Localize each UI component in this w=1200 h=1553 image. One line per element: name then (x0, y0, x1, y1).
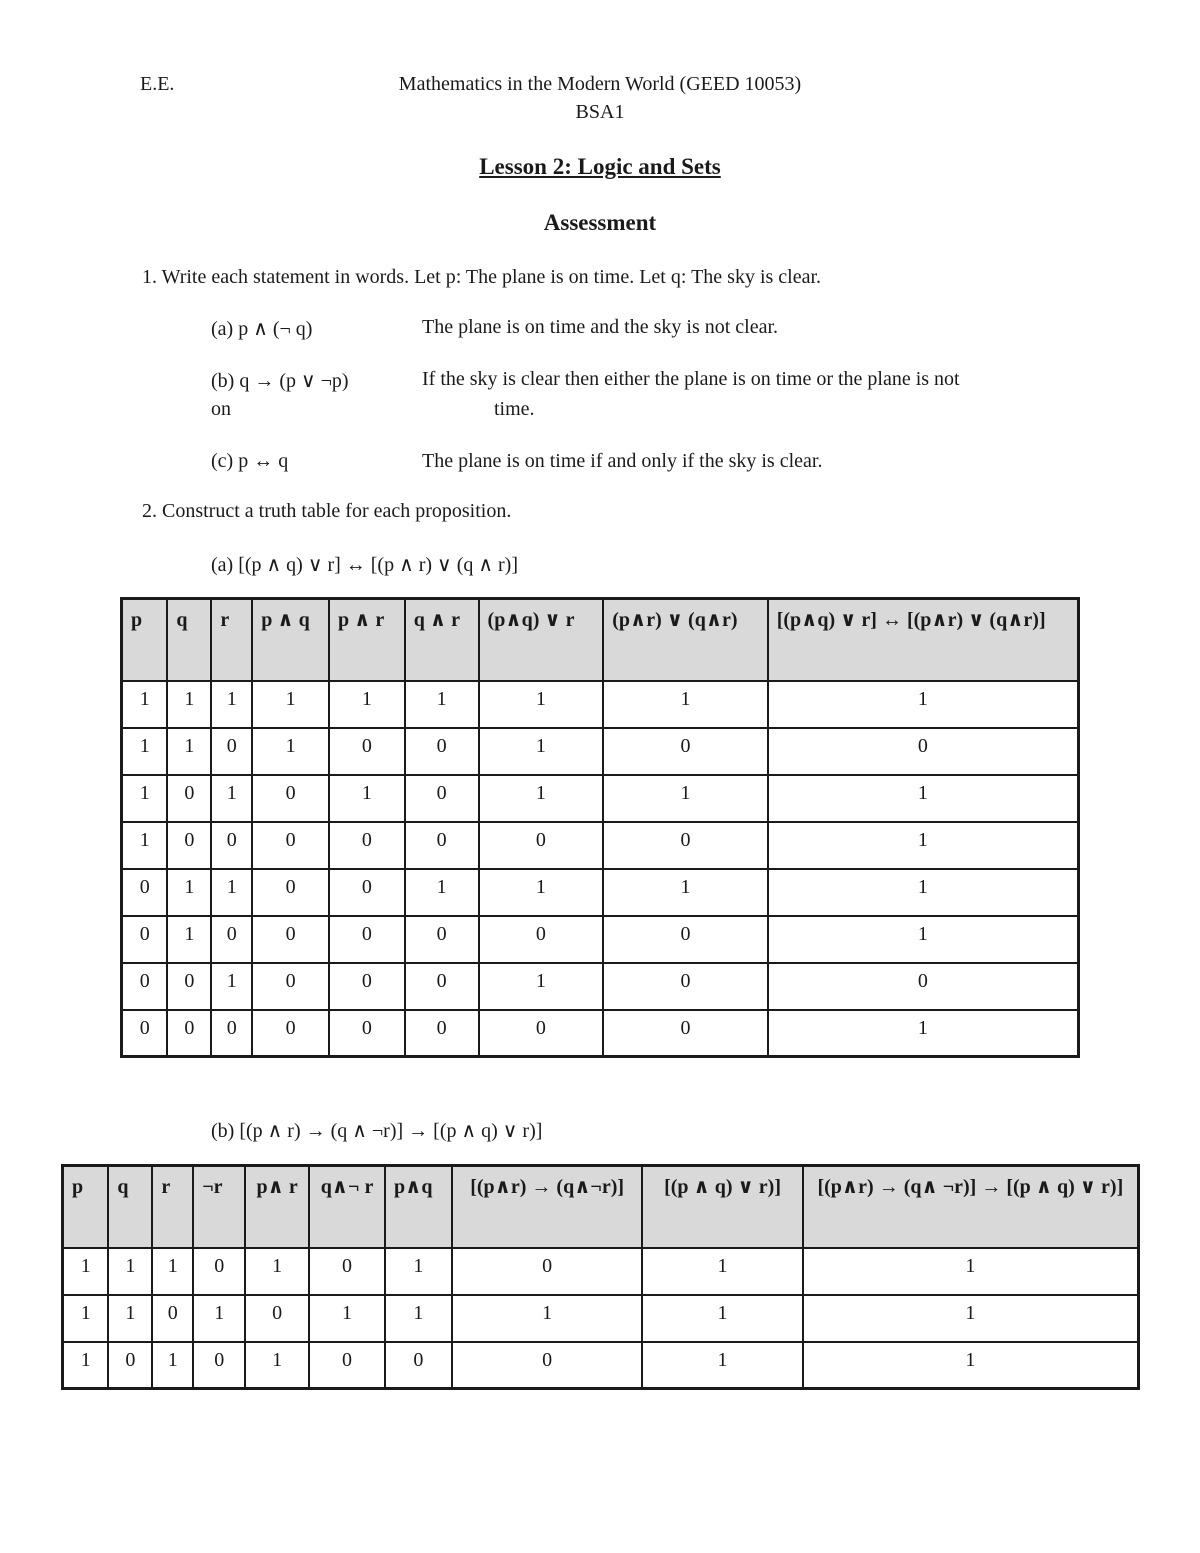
table-a-cell: 1 (122, 681, 168, 728)
table-b-header: p∧q (385, 1166, 452, 1248)
table-a-cell: 0 (603, 822, 767, 869)
table-a-header: p ∧ r (329, 599, 405, 681)
table-a-cell: 1 (329, 775, 405, 822)
table-a-cell: 1 (768, 916, 1079, 963)
table-b-cell: 0 (193, 1342, 245, 1389)
table-a-cell: 1 (768, 822, 1079, 869)
table-a-cell: 0 (479, 1010, 604, 1057)
author-initials: E.E. (140, 73, 175, 95)
table-a-cell: 0 (167, 775, 211, 822)
table-b-cell: 1 (63, 1342, 109, 1389)
table-a-cell: 1 (252, 728, 329, 775)
table-b-cell: 1 (803, 1248, 1139, 1295)
table-a-cell: 1 (211, 963, 252, 1010)
table-b-cell: 1 (642, 1295, 802, 1342)
table-b-cell: 1 (63, 1295, 109, 1342)
q1b-wrap-left: on (211, 398, 231, 420)
table-a-header: [(p∧q) ∨ r] ↔ [(p∧r) ∨ (q∧r)] (768, 599, 1079, 681)
table-a-cell: 0 (405, 822, 479, 869)
table-a-cell: 1 (768, 869, 1079, 916)
table-a-cell: 1 (211, 775, 252, 822)
table-a-cell: 0 (211, 916, 252, 963)
table-a-header: q (167, 599, 211, 681)
table-a-cell: 0 (252, 963, 329, 1010)
table-a-cell: 0 (252, 822, 329, 869)
table-a-cell: 0 (211, 1010, 252, 1057)
table-a-cell: 1 (479, 728, 604, 775)
table-a-cell: 0 (479, 822, 604, 869)
table-a-cell: 0 (122, 869, 168, 916)
table-a-cell: 1 (329, 681, 405, 728)
table-a-cell: 1 (603, 775, 767, 822)
table-a-cell: 0 (252, 775, 329, 822)
table-b-header: [(p∧r) → (q∧ ¬r)] → [(p ∧ q) ∨ r)] (803, 1166, 1139, 1248)
table-a-cell: 1 (479, 963, 604, 1010)
table-a-header: p (122, 599, 168, 681)
course-title: Mathematics in the Modern World (GEED 10053) (398, 73, 802, 95)
table-a-cell: 0 (405, 775, 479, 822)
table-a-label: (a) [(p ∧ q) ∨ r] ↔ [(p ∧ r) ∨ (q ∧ r)] (211, 554, 518, 576)
table-a-cell: 1 (405, 681, 479, 728)
table-a-cell: 0 (167, 822, 211, 869)
table-a-cell: 0 (167, 1010, 211, 1057)
table-b-cell: 1 (385, 1248, 452, 1295)
table-b-cell: 1 (642, 1248, 802, 1295)
table-b-cell: 1 (452, 1295, 642, 1342)
table-b-header: p∧ r (245, 1166, 309, 1248)
table-b-cell: 1 (245, 1342, 309, 1389)
table-b-cell: 0 (385, 1342, 452, 1389)
table-a-header-row (122, 599, 1079, 681)
table-a-header: (p∧r) ∨ (q∧r) (603, 599, 767, 681)
q1a-expression: (a) p ∧ (¬ q) (211, 318, 313, 340)
table-a-header: (p∧q) ∨ r (479, 599, 604, 681)
table-b-header: r (152, 1166, 193, 1248)
table-a-cell: 0 (405, 916, 479, 963)
table-a-cell: 0 (252, 869, 329, 916)
table-a-cell: 0 (603, 728, 767, 775)
table-a-cell: 0 (211, 728, 252, 775)
table-a-cell: 1 (211, 681, 252, 728)
table-a-cell: 1 (122, 728, 168, 775)
table-a-cell: 0 (603, 963, 767, 1010)
table-a-cell: 1 (768, 775, 1079, 822)
table-b-cell: 1 (152, 1342, 193, 1389)
table-b-cell: 1 (108, 1295, 152, 1342)
table-a-header: p ∧ q (252, 599, 329, 681)
table-b-header: q (108, 1166, 152, 1248)
truth-table-a (120, 597, 1080, 1058)
question-1-prompt: 1. Write each statement in words. Let p: The plane is on time. Let q: The sky is clear. (142, 266, 822, 288)
table-b-header: p (63, 1166, 109, 1248)
table-b-cell: 1 (803, 1342, 1139, 1389)
q1b-answer: If the sky is clear then either the plane is on time or the plane is not (422, 368, 960, 390)
table-a-cell: 1 (479, 869, 604, 916)
table-a-cell: 0 (329, 963, 405, 1010)
table-a-cell: 0 (329, 822, 405, 869)
table-a-row (122, 869, 1079, 916)
table-a-row (122, 963, 1079, 1010)
table-a-cell: 0 (329, 728, 405, 775)
table-a-cell: 0 (329, 1010, 405, 1057)
table-b-cell: 1 (193, 1295, 245, 1342)
table-b-cell: 1 (385, 1295, 452, 1342)
table-b-cell: 0 (309, 1342, 385, 1389)
table-a-cell: 1 (479, 775, 604, 822)
table-a-cell: 0 (122, 916, 168, 963)
table-a-cell: 1 (603, 681, 767, 728)
table-a-cell: 0 (329, 869, 405, 916)
table-a-cell: 1 (167, 681, 211, 728)
table-a-cell: 0 (405, 963, 479, 1010)
table-a-row (122, 916, 1079, 963)
lesson-title: Lesson 2: Logic and Sets (479, 154, 721, 179)
table-a-cell: 1 (768, 681, 1079, 728)
q1b-expression: (b) q → (p ∨ ¬p) (211, 370, 349, 392)
table-a-cell: 0 (211, 822, 252, 869)
table-a-cell: 0 (603, 1010, 767, 1057)
q1c-answer: The plane is on time if and only if the sky is clear. (422, 450, 823, 472)
table-a-cell: 1 (603, 869, 767, 916)
table-a-cell: 0 (405, 1010, 479, 1057)
table-a-row (122, 681, 1079, 728)
table-a-cell: 0 (768, 963, 1079, 1010)
table-a-row (122, 1010, 1079, 1057)
table-b-row (63, 1248, 1139, 1295)
table-a-cell: 1 (167, 728, 211, 775)
table-a-cell: 0 (252, 1010, 329, 1057)
table-b-cell: 0 (152, 1295, 193, 1342)
table-b-cell: 1 (152, 1248, 193, 1295)
table-a-cell: 0 (329, 916, 405, 963)
table-b-cell: 1 (309, 1295, 385, 1342)
question-2-prompt: 2. Construct a truth table for each proposition. (142, 500, 512, 522)
q1b-wrap-right: time. (494, 398, 535, 420)
table-a-header: r (211, 599, 252, 681)
table-a-cell: 0 (252, 916, 329, 963)
table-a-cell: 1 (252, 681, 329, 728)
table-a-cell: 0 (479, 916, 604, 963)
table-b-cell: 1 (245, 1248, 309, 1295)
table-b-header-row (63, 1166, 1139, 1248)
table-a-cell: 1 (211, 869, 252, 916)
table-b-cell: 0 (309, 1248, 385, 1295)
q1a-answer: The plane is on time and the sky is not clear. (422, 316, 779, 338)
section-label: BSA1 (575, 101, 625, 123)
table-a-cell: 1 (768, 1010, 1079, 1057)
table-a-cell: 0 (768, 728, 1079, 775)
table-b-row (63, 1295, 1139, 1342)
table-b-label: (b) [(p ∧ r) → (q ∧ ¬r)] → [(p ∧ q) ∨ r)] (211, 1120, 543, 1142)
q1c-expression: (c) p ↔ q (211, 450, 289, 472)
table-b-cell: 0 (245, 1295, 309, 1342)
table-a-row (122, 728, 1079, 775)
table-b-header: [(p∧r) → (q∧¬r)] (452, 1166, 642, 1248)
table-b-header: ¬r (193, 1166, 245, 1248)
truth-table-b (61, 1164, 1140, 1390)
table-a-row (122, 822, 1079, 869)
table-a-row (122, 775, 1079, 822)
table-b-cell: 0 (452, 1342, 642, 1389)
table-b-cell: 1 (803, 1295, 1139, 1342)
table-b-cell: 1 (108, 1248, 152, 1295)
table-a-cell: 1 (167, 916, 211, 963)
table-a-header: q ∧ r (405, 599, 479, 681)
table-b-row (63, 1342, 1139, 1389)
table-a-cell: 0 (405, 728, 479, 775)
table-a-cell: 1 (405, 869, 479, 916)
table-a-cell: 1 (122, 775, 168, 822)
table-b-cell: 1 (63, 1248, 109, 1295)
table-b-cell: 0 (193, 1248, 245, 1295)
table-b-cell: 1 (642, 1342, 802, 1389)
table-a-cell: 0 (122, 1010, 168, 1057)
table-a-cell: 1 (479, 681, 604, 728)
table-a-cell: 0 (603, 916, 767, 963)
table-a-cell: 0 (122, 963, 168, 1010)
table-b-header: [(p ∧ q) ∨ r)] (642, 1166, 802, 1248)
table-a-cell: 1 (122, 822, 168, 869)
table-b-cell: 0 (108, 1342, 152, 1389)
table-b-header: q∧¬ r (309, 1166, 385, 1248)
table-a-cell: 1 (167, 869, 211, 916)
table-a-cell: 0 (167, 963, 211, 1010)
assessment-heading: Assessment (543, 210, 657, 235)
table-b-cell: 0 (452, 1248, 642, 1295)
